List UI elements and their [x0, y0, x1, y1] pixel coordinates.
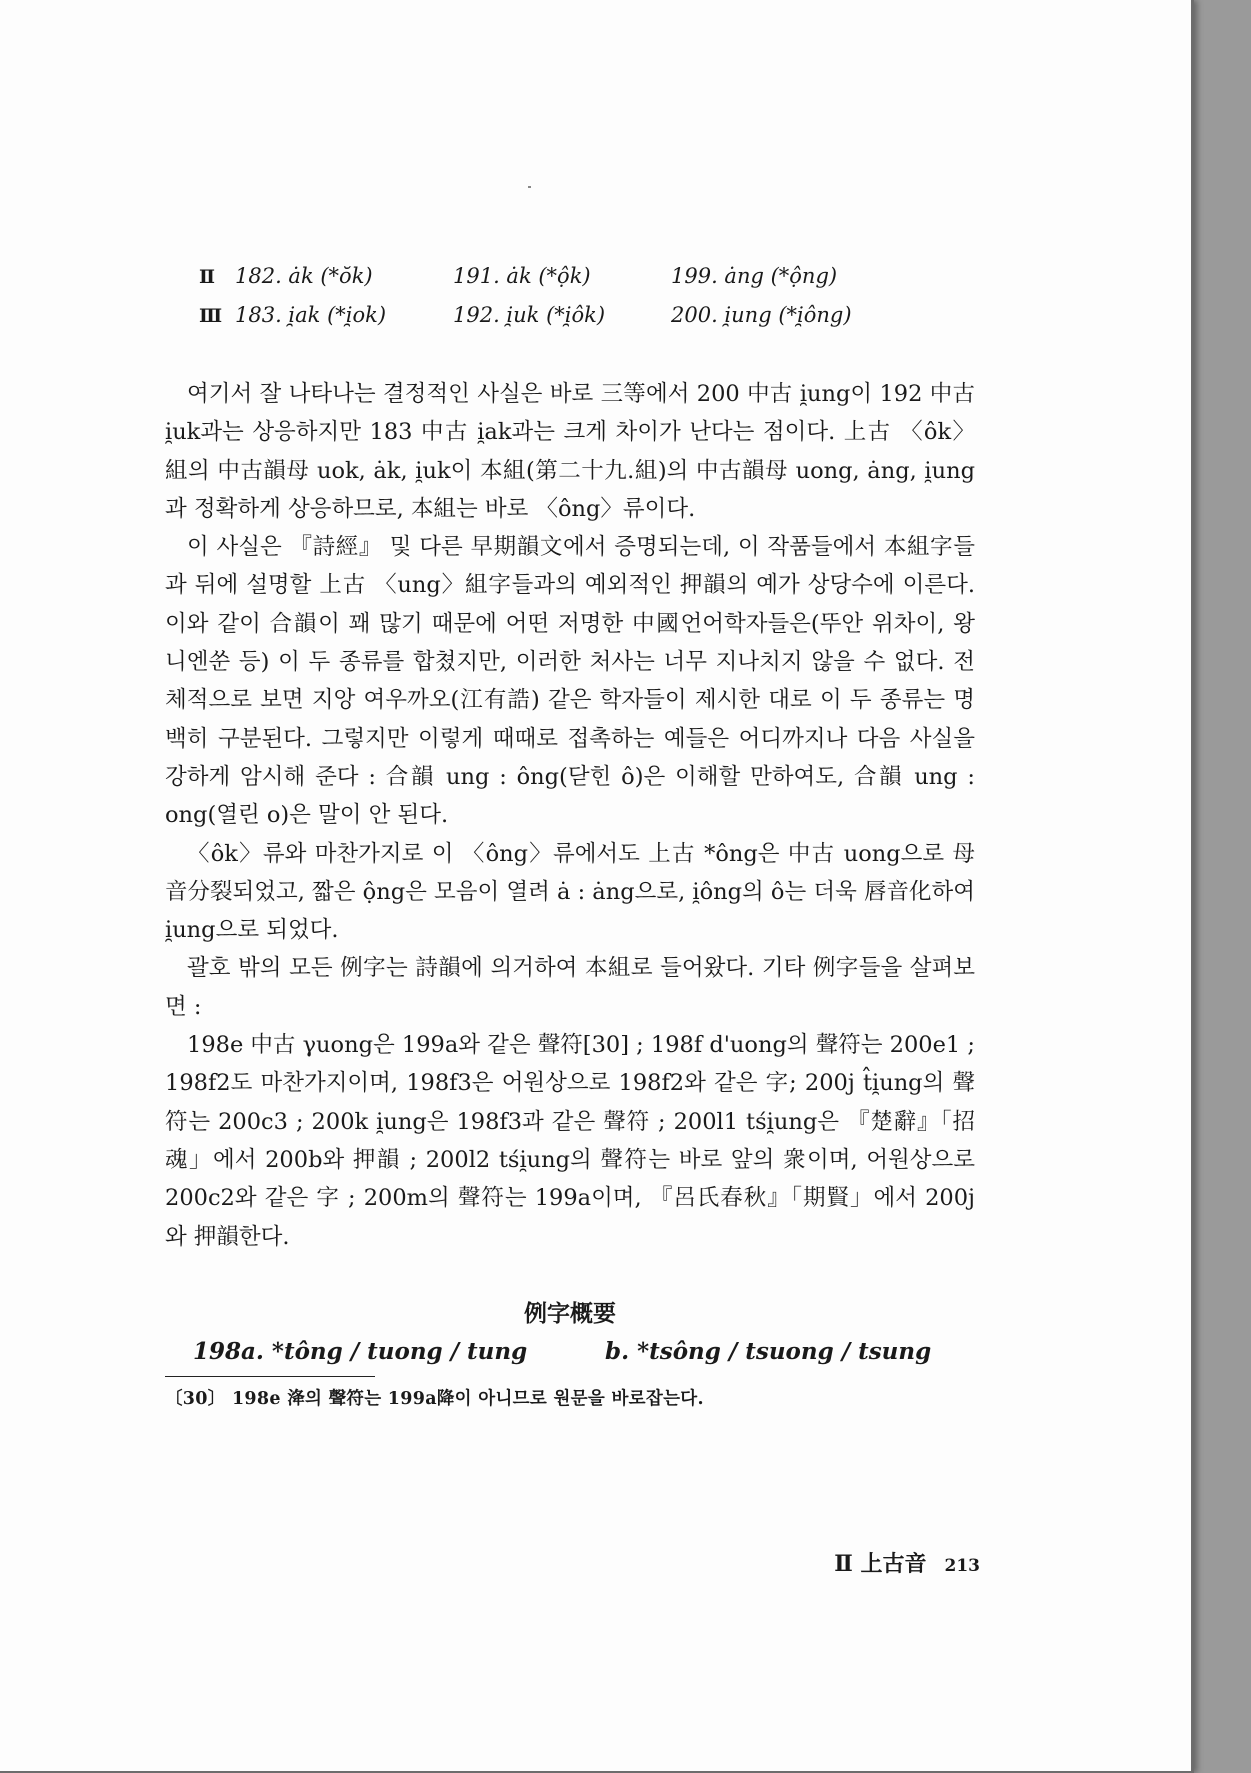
division-numeral: Ⅲ — [199, 305, 223, 327]
paragraph: 여기서 잘 나타나는 결정적인 사실은 바로 三等에서 200 中古 i̯ung이 192 中古 i̯uk과는 상응하지만 183 中古 i̯ak과는 크게 차이가 난다는 점이다. 上古 〈ôk〉組의 中古韻母 uok, ȧk, i̯uk이 本組(第二十九.組)의 中古韻母 uong, ȧng, i̯ung과 정확하게 상응하므로, 本組는 바로 〈ông〉류이다. — [165, 381, 975, 522]
page-content — [165, 264, 975, 1410]
table-cell: 191. ȧk (*ộk) — [453, 264, 591, 288]
summary-entry: b. *tsông / tsuong / tsung — [605, 1337, 932, 1365]
paragraph: 198e 中古 γuong은 199a와 같은 聲符[30] ; 198f d'uong의 聲符는 200e1 ; 198f2도 마찬가지이며, 198f3은 어원상으로 198f2와 같은 字; 200j t̂i̯ung의 聲符는 200c3 ; 200k i̯ung은 198f3과 같은 聲符 ; 200l1 tśi̯ung은 『楚辭』「招魂」에서 200b와 押韻 ; 200l2 tśi̯ung의 聲符는 바로 앞의 衆이며, 어원상으로 200c2와 같은 字 ; 200m의 聲符는 199a이며, 『呂氏春秋』「期賢」에서 200j와 押韻한다. — [165, 1032, 975, 1250]
body-text — [165, 375, 975, 1256]
page-number: 213 — [944, 1556, 980, 1576]
table-row — [165, 303, 975, 342]
footnote-divider — [165, 1376, 375, 1377]
running-head: Ⅱ 上古音 — [834, 1551, 927, 1577]
table-cell: 199. ȧng (*ộng) — [671, 264, 838, 288]
scan-speck — [528, 186, 531, 188]
section-title: 例字概要 — [524, 1299, 616, 1327]
division-numeral: Ⅱ — [199, 266, 216, 288]
table-cell: 183. i̯ak (*i̯ok) — [235, 303, 387, 327]
summary-row — [165, 1332, 975, 1372]
paragraph: 괄호 밖의 모든 例字는 詩韻에 의거하여 本組로 들어왔다. 기타 例字들을 살펴보면 : — [165, 955, 975, 1020]
table-cell: 182. ȧk (*ŏk) — [235, 264, 373, 288]
page-footer — [780, 1547, 980, 1578]
summary-entry: 198a. *tông / tuong / tung — [193, 1337, 528, 1365]
paragraph: 〈ôk〉류와 마찬가지로 이 〈ông〉류에서도 上古 *ông은 中古 uong으로 母音分裂되었고, 짧은 ộng은 모음이 열려 ȧ : ȧng으로, i̯ông의 ô는 더욱 唇音化하여 i̯ung으로 되었다. — [165, 840, 975, 944]
footnote: 〔30〕 198e 洚의 聲符는 199a降이 아니므로 원문을 바로잡는다. — [165, 1388, 704, 1409]
table-row — [165, 264, 975, 303]
table-cell: 192. i̯uk (*i̯ôk) — [453, 303, 606, 327]
table-cell: 200. i̯ung (*i̯ông) — [671, 303, 852, 327]
paragraph: 이 사실은 『詩經』 및 다른 早期韻文에서 증명되는데, 이 작품들에서 本組字들과 뒤에 설명할 上古 〈ung〉組字들과의 예외적인 押韻의 예가 상당수에 이른다. 이와 같이 合韻이 꽤 많기 때문에 어떤 저명한 中國언어학자들은(뚜안 위차이, 왕 니엔쑨 등) 이 두 종류를 합쳤지만, 이러한 처사는 너무 지나치지 않을 수 없다. 전체적으로 보면 지앙 여우까오(江有誥) 같은 학자들이 제시한 대로 이 두 종류는 명백히 구분된다. 그렇지만 이렇게 때때로 접촉하는 예들은 어디까지나 다음 사실을 강하게 암시해 준다 : 合韻 ung : ông(닫힌 ô)은 이해할 만하여도, 合韻 ung : ong(열린 o)은 말이 안 된다. — [165, 534, 975, 829]
